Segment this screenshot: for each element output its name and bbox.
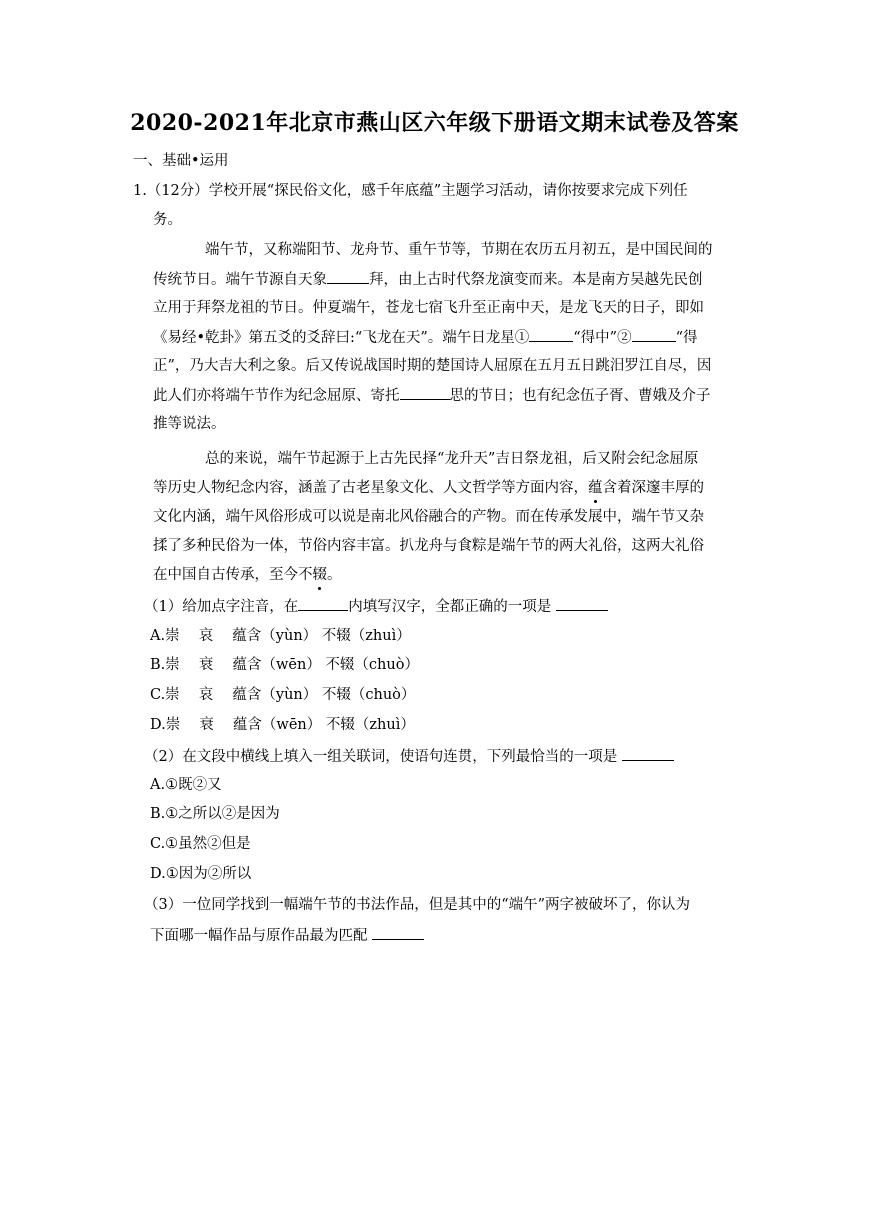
passage-p1-line-3: 立用于拜祭龙祖的节日。仲夏端午，苍龙七宿飞升至正南中天，是龙飞天的日子，即如 bbox=[153, 300, 704, 316]
passage-p2-line-2 bbox=[153, 478, 704, 498]
stem-text: （1）给加点字注音，在 bbox=[144, 599, 299, 615]
passage-p1-line-2 bbox=[153, 269, 703, 290]
fill-blank bbox=[298, 596, 348, 611]
fill-blank-2 bbox=[632, 327, 676, 342]
passage-text: 此人们亦将端午节作为纪念屈原、寄托 bbox=[153, 388, 400, 404]
passage-text: 思的节日；也有纪念伍子胥、曹娥及介子 bbox=[449, 388, 711, 404]
dotted-character: 辍 bbox=[312, 567, 327, 583]
passage-text: 传统节日。端午节源自天象 bbox=[153, 272, 327, 288]
sub2-option-b: B.①之所以②是因为 bbox=[150, 806, 280, 822]
sub1-option-a: A.崇 哀 蕴含（yùn） 不辍（zhuì） bbox=[150, 628, 411, 644]
sub1-option-d: D.崇 衰 蕴含（wēn） 不辍（zhuì） bbox=[150, 717, 415, 733]
sub2-option-d: D.①因为②所以 bbox=[150, 866, 252, 882]
passage-p2-line-1: 总的来说，端午节起源于上古先民择“龙升天”吉日祭龙祖，后又附会纪念屈原 bbox=[205, 451, 699, 467]
passage-text: 《易经•乾卦》第五爻的爻辞曰:“飞龙在天”。端午日龙星① bbox=[153, 330, 530, 346]
answer-blank bbox=[556, 596, 608, 611]
passage-p2-line-4: 揉了多种民俗为一体，节俗内容丰富。扒龙舟与食粽是端午节的两大礼俗，这两大礼俗 bbox=[153, 538, 704, 554]
fill-blank-1 bbox=[529, 327, 573, 342]
passage-p2-line-5 bbox=[153, 565, 342, 585]
question-1-stem: 1.（12分）学校开展“探民俗文化，感千年底蕴”主题学习活动，请你按要求完成下列任 bbox=[133, 183, 688, 199]
document-title: 2020-2021年北京市燕山区六年级下册语文期末试卷及答案 bbox=[130, 110, 739, 136]
passage-p1-line-5: 正”，乃大吉大利之象。后又传说战国时期的楚国诗人屈原在五月五日跳汨罗江自尽，因 bbox=[153, 358, 712, 374]
sub2-option-c: C.①虽然②但是 bbox=[150, 836, 251, 852]
passage-p1-line-4 bbox=[153, 327, 698, 348]
answer-blank bbox=[622, 746, 674, 761]
stem-text: 下面哪一幅作品与原作品最为匹配 bbox=[150, 928, 368, 944]
section-heading: 一、基础•运用 bbox=[133, 153, 229, 169]
sub2-option-a: A.①既②又 bbox=[150, 777, 222, 793]
passage-text: “得 bbox=[675, 330, 698, 346]
passage-text: 。 bbox=[327, 567, 342, 583]
sub1-option-c: C.崇 哀 蕴含（yùn） 不辍（chuò） bbox=[150, 687, 416, 703]
answer-blank bbox=[372, 925, 424, 940]
passage-text: “得中”② bbox=[573, 330, 632, 346]
fill-blank bbox=[327, 269, 369, 284]
sub-question-2-stem bbox=[144, 746, 674, 767]
passage-text: 拜，由上古时代祭龙演变而来。本是南方吴越先民创 bbox=[369, 272, 703, 288]
question-1-stem-cont: 务。 bbox=[153, 212, 182, 228]
sub-question-3-stem-cont bbox=[150, 925, 424, 946]
passage-text: 在中国自古传承，至今不 bbox=[153, 567, 313, 583]
sub-question-1-stem bbox=[144, 596, 608, 617]
passage-p1-line-6 bbox=[153, 385, 711, 406]
dotted-character: 蕴 bbox=[588, 480, 603, 496]
stem-text: 内填写汉字，全都正确的一项是 bbox=[348, 599, 552, 615]
stem-text: （2）在文段中横线上填入一组关联词，使语句连贯，下列最恰当的一项是 bbox=[144, 749, 618, 765]
passage-p1-line-7: 推等说法。 bbox=[153, 416, 226, 432]
passage-text: 含着深邃丰厚的 bbox=[602, 480, 704, 496]
passage-p2-line-3: 文化内涵，端午风俗形成可以说是南北风俗融合的产物。而在传承发展中，端午节又杂 bbox=[153, 509, 704, 525]
fill-blank bbox=[400, 385, 450, 400]
sub1-option-b: B.崇 衰 蕴含（wēn） 不辍（chuò） bbox=[150, 657, 419, 673]
passage-text: 等历史人物纪念内容，涵盖了古老星象文化、人文哲学等方面内容， bbox=[153, 480, 588, 496]
passage-p1-line-1: 端午节，又称端阳节、龙舟节、重午节等，节期在农历五月初五，是中国民间的 bbox=[205, 242, 713, 258]
sub-question-3-stem: （3）一位同学找到一幅端午节的书法作品，但是其中的“端午”两字被破坏了，你认为 bbox=[144, 897, 691, 913]
